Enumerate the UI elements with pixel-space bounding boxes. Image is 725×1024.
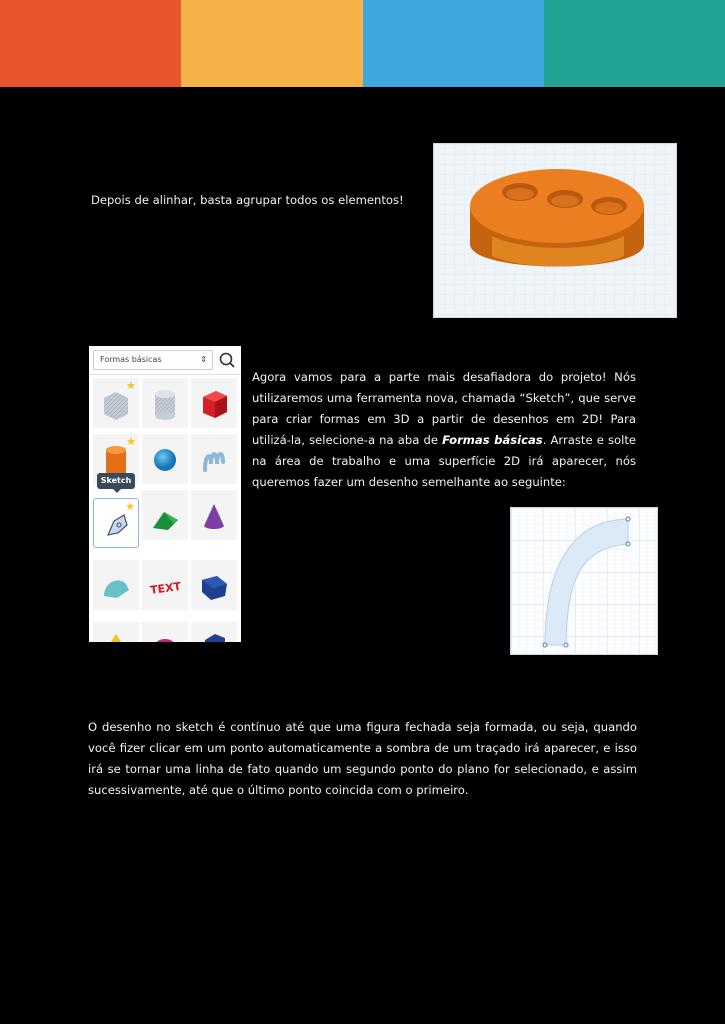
- formas-basicas-emphasis: Formas básicas: [442, 433, 543, 447]
- paragraph-group-elements: Depois de alinhar, basta agrupar todos os elementos!: [91, 193, 404, 207]
- favorite-star-icon: ★: [126, 379, 136, 392]
- text-3d-icon: [142, 560, 188, 610]
- shape-round-roof[interactable]: [93, 560, 139, 610]
- shape-box[interactable]: [191, 378, 237, 428]
- polygon-icon: [191, 622, 237, 642]
- shape-sketch[interactable]: [93, 498, 139, 548]
- shape-scribble[interactable]: [191, 434, 237, 484]
- header-color-bars: [0, 0, 725, 87]
- color-bar-yellow: [181, 0, 362, 87]
- box-icon: [191, 378, 237, 428]
- grouped-model-image: [433, 143, 677, 318]
- search-icon[interactable]: [216, 350, 238, 370]
- half-sphere-icon: [142, 622, 188, 642]
- basic-shapes-panel: [89, 346, 241, 642]
- sphere-icon: [142, 434, 188, 484]
- scribble-icon: [191, 434, 237, 484]
- roof-icon: [142, 490, 188, 540]
- sketch-drawing-image: [510, 507, 658, 655]
- sketch-curve-drawing: [511, 508, 657, 654]
- color-bar-blue: [363, 0, 544, 87]
- cone-icon: [191, 490, 237, 540]
- favorite-star-icon: ★: [125, 500, 135, 513]
- color-bar-orange: [0, 0, 181, 87]
- dropdown-arrows-icon: ⇕: [200, 355, 207, 364]
- shape-text[interactable]: [142, 560, 188, 610]
- dropdown-value: Formas básicas: [100, 355, 162, 364]
- favorite-star-icon: ★: [126, 435, 136, 448]
- pyramid-icon: [93, 622, 139, 642]
- shape-cylinder-hole[interactable]: [142, 378, 188, 428]
- sketch-tooltip: Sketch: [97, 473, 135, 489]
- paragraph-sketch-intro: [252, 367, 636, 493]
- paragraph-sketch-intro-end: . Arraste e solte na área de trabalho e uma superfície 2D irá aparecer, nós queremos fazer um desenho semelhante ao seguinte:: [252, 433, 637, 489]
- svg-text:TEXT: TEXT: [149, 579, 182, 598]
- color-bar-teal: [544, 0, 725, 87]
- shape-wedge[interactable]: [191, 560, 237, 610]
- grouped-model-drawing: [434, 144, 676, 317]
- shape-cone[interactable]: [191, 490, 237, 540]
- shape-half-sphere[interactable]: [142, 622, 188, 642]
- shape-roof[interactable]: [142, 490, 188, 540]
- paragraph-sketch-intro-start: Agora vamos para a parte mais desafiadora do projeto! Nós utilizaremos uma ferramenta nova, chamada “Sketch”, que serve para criar formas em 3D a partir de desenhos em 2D! Para utilizá-la, selecione-a na aba de: [252, 370, 636, 447]
- cylinder-hole-icon: [142, 378, 188, 428]
- paragraph-sketch-continuous: O desenho no sketch é contínuo até que uma figura fechada seja formada, ou seja, quando você fizer clicar em um ponto automaticamente a sombra de um traçado irá aparecer, e isso irá se tornar uma linha de fato quando um segundo ponto do plano for selecionado, e assim sucessivamente, até que o último ponto coincida com o primeiro.: [88, 720, 637, 797]
- shape-sphere[interactable]: [142, 434, 188, 484]
- wedge-icon: [191, 560, 237, 610]
- round-roof-icon: [93, 560, 139, 610]
- shape-box-hole[interactable]: [93, 378, 139, 428]
- panel-header: [89, 346, 241, 375]
- shape-polygon[interactable]: [191, 622, 237, 642]
- shapes-category-dropdown[interactable]: [93, 350, 213, 370]
- shape-pyramid[interactable]: [93, 622, 139, 642]
